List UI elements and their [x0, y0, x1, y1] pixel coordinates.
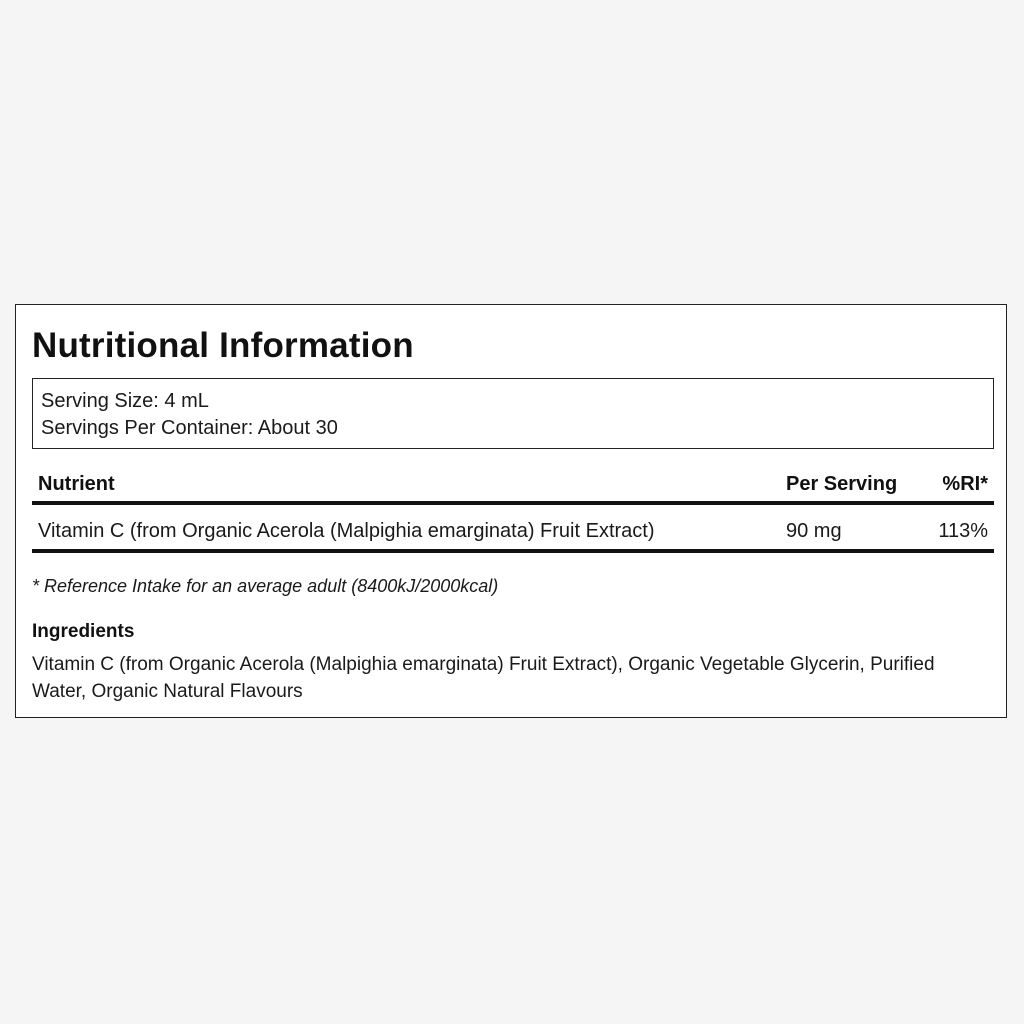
table-header-row — [32, 467, 994, 505]
ingredients-list: Vitamin C (from Organic Acerola (Malpighia emarginata) Fruit Extract), Organic Vegetable Glycerin, Purified Water, Organic Natural Flavours — [32, 654, 935, 702]
nutrient-ri: 113% — [938, 520, 988, 542]
header-ri: %RI* — [942, 473, 988, 495]
header-per-serving: Per Serving — [786, 473, 898, 495]
reference-intake-footnote: * Reference Intake for an average adult (8400kJ/2000kcal) — [32, 576, 499, 596]
serving-info-box — [32, 378, 994, 449]
nutrient-table — [32, 467, 994, 553]
servings-per-container: Servings Per Container: About 30 — [41, 417, 338, 439]
nutrient-name: Vitamin C (from Organic Acerola (Malpighia emarginata) Fruit Extract) — [38, 520, 655, 542]
panel-title: Nutritional Information — [32, 326, 414, 365]
nutrient-amount: 90 mg — [786, 520, 842, 542]
serving-size: Serving Size: 4 mL — [41, 390, 209, 412]
nutrition-panel — [15, 304, 1007, 718]
ingredients-heading: Ingredients — [32, 621, 135, 642]
table-row — [32, 505, 994, 553]
header-nutrient: Nutrient — [38, 473, 115, 495]
